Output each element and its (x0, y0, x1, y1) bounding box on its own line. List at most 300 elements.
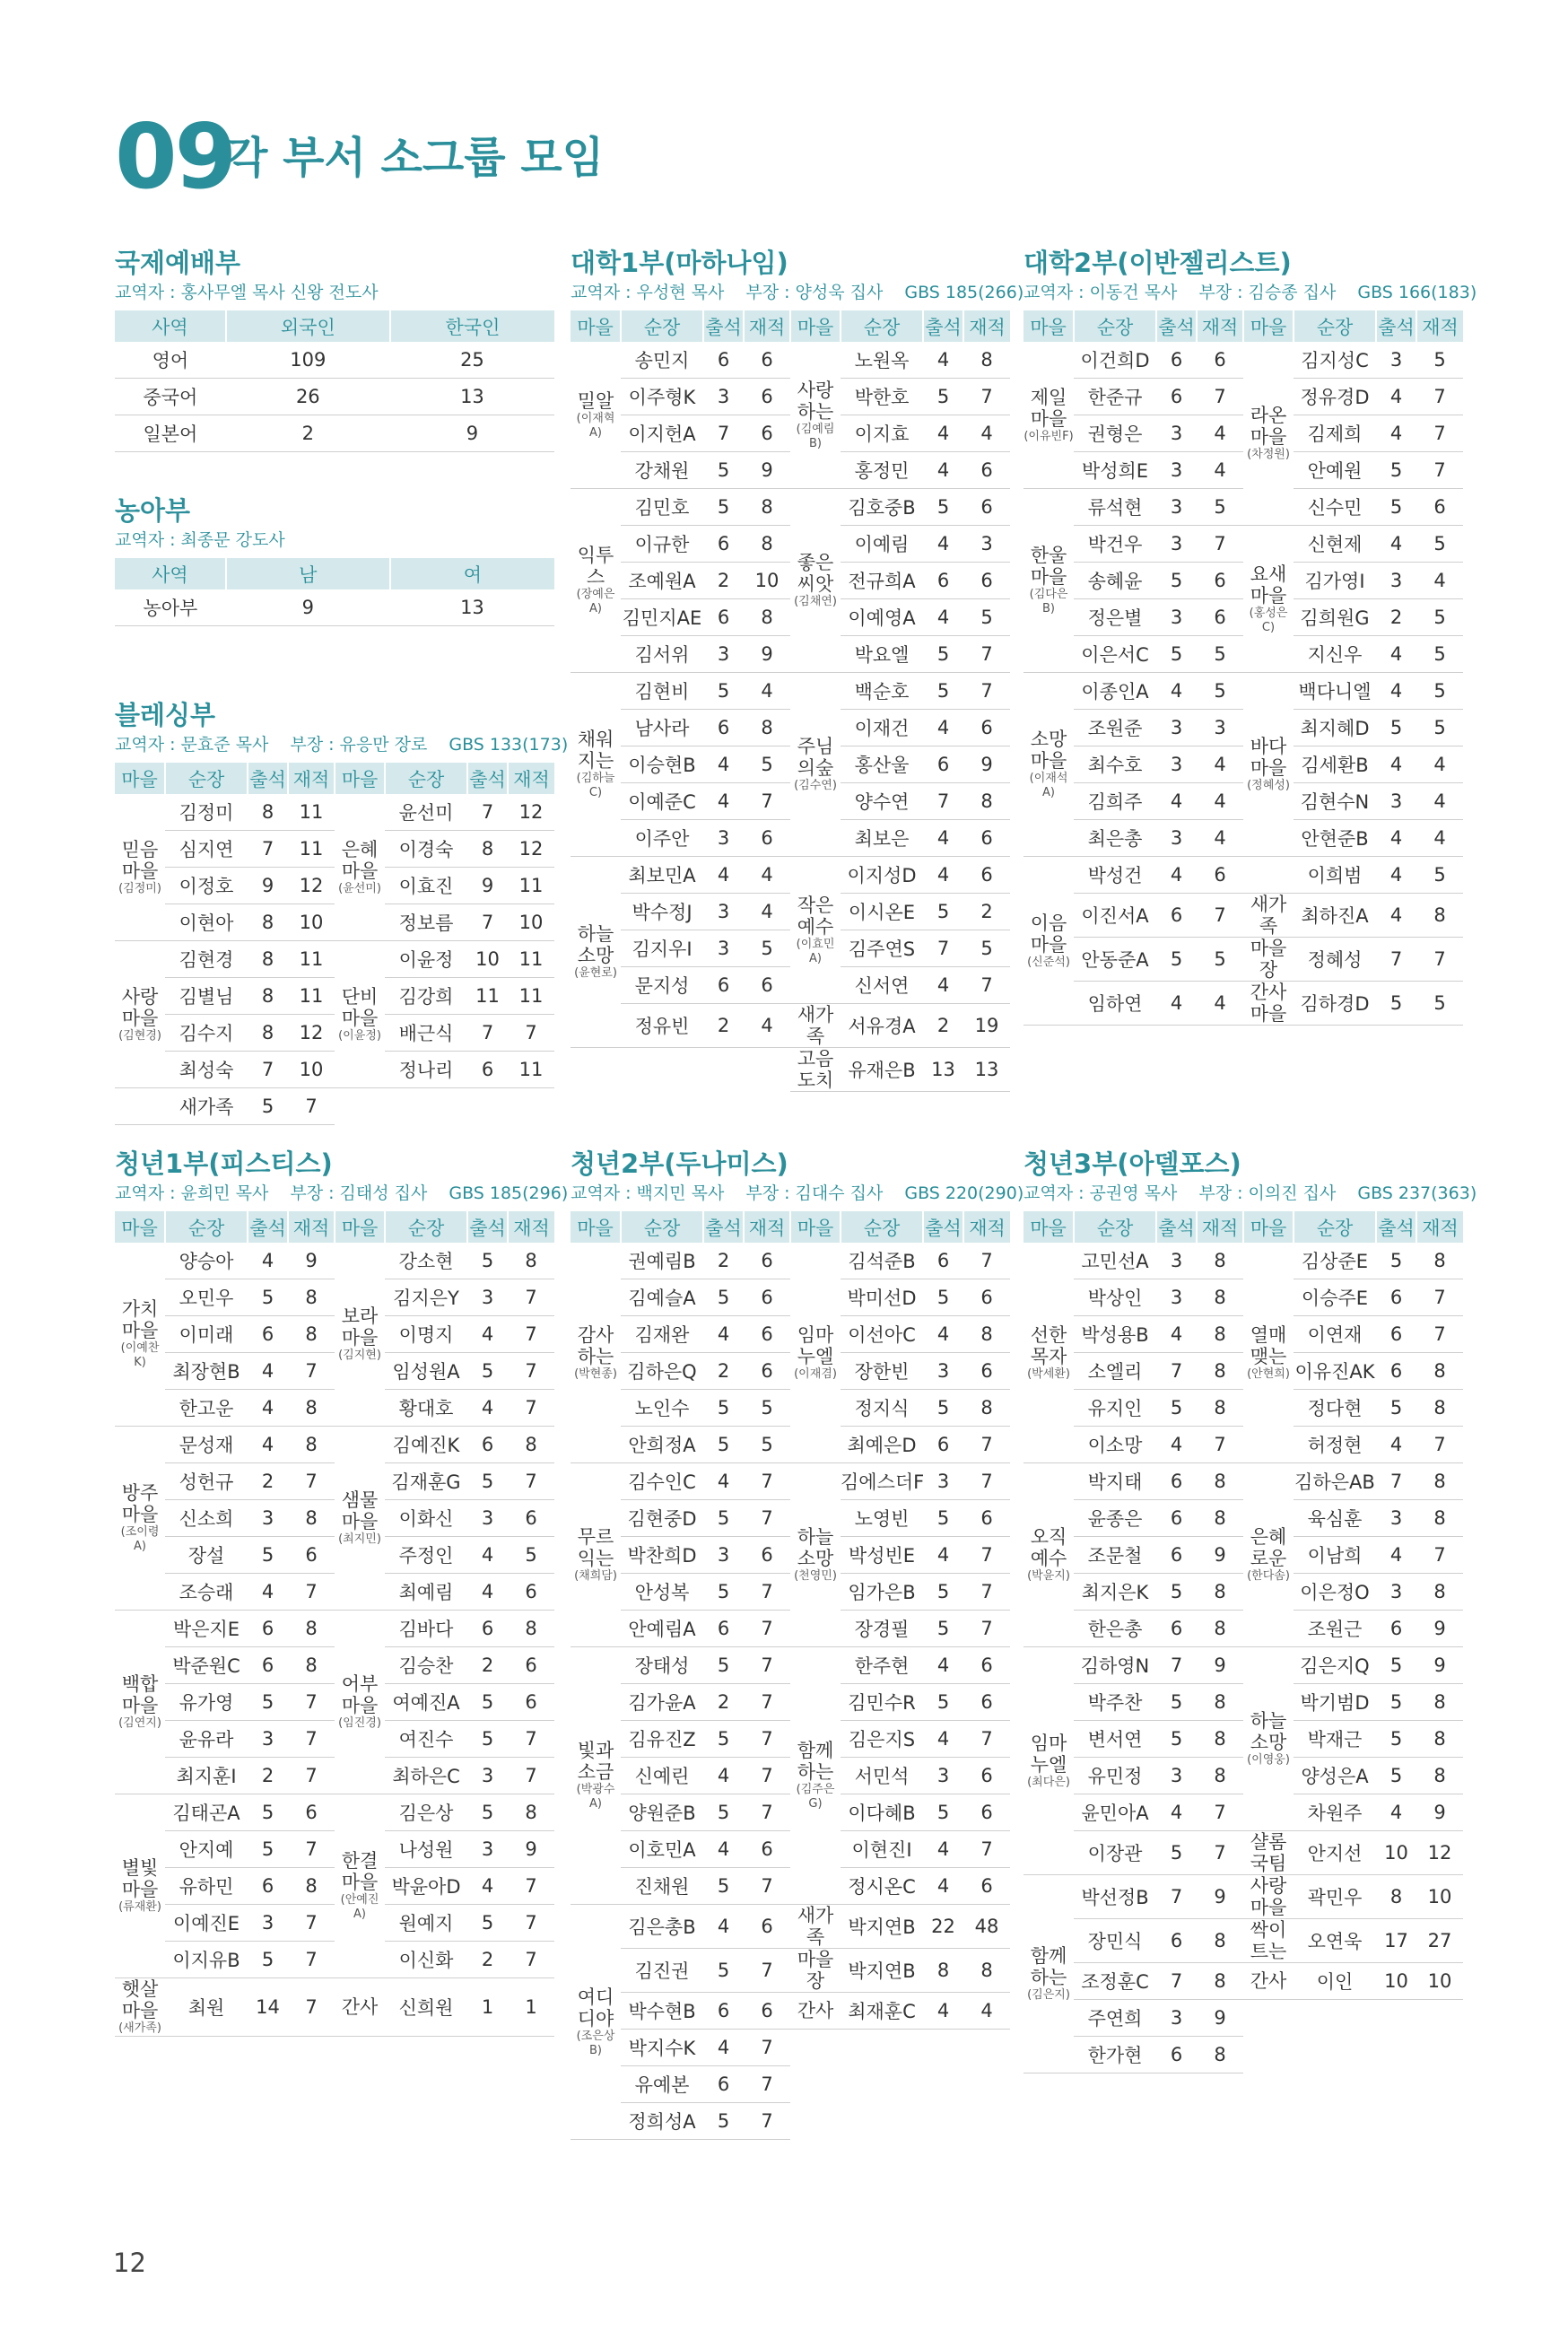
village-leader: (한다솜) (1247, 1569, 1290, 1583)
leader-name: 오민우 (165, 1279, 248, 1316)
empty-cell (1416, 2000, 1463, 2037)
enrolled: 5 (1416, 673, 1463, 710)
attendance: 3 (248, 1905, 288, 1942)
attendance: 5 (703, 2103, 744, 2140)
leader-name: 이은서C (1074, 636, 1156, 673)
staff-item: GBS 237(363) (1357, 1183, 1477, 1203)
table-row (571, 2103, 1010, 2140)
deaf-table (115, 558, 554, 626)
attendance: 6 (703, 1993, 744, 2030)
column-header: 재적 (963, 310, 1010, 342)
leader-name: 김바다 (385, 1611, 467, 1647)
village-leader: (김예림B) (796, 422, 835, 450)
enrolled: 4 (744, 673, 790, 710)
attendance: 6 (248, 1868, 288, 1905)
leader-name: 최지혜D (1294, 710, 1376, 746)
enrolled: 7 (1416, 379, 1463, 415)
column-header: 재적 (963, 1211, 1010, 1243)
attendance: 4 (467, 1390, 508, 1427)
empty-cell (1294, 2037, 1376, 2073)
attendance: 7 (467, 1015, 508, 1052)
enrolled: 8 (288, 1279, 335, 1316)
enrolled: 12 (288, 1015, 335, 1052)
column-header: 출석 (248, 1211, 288, 1243)
village-name (790, 1048, 841, 1092)
enrolled: 8 (1416, 1463, 1463, 1500)
enrolled: 8 (1197, 1611, 1243, 1647)
village-leader: (조이령A) (120, 1525, 160, 1553)
attendance: 6 (1156, 1463, 1197, 1500)
enrolled: 13 (963, 1048, 1010, 1092)
section-univ1 (571, 246, 1024, 1092)
enrolled: 7 (508, 1390, 554, 1427)
leader-name: 이경숙 (385, 831, 467, 868)
leader-name: 유지인 (1074, 1390, 1156, 1427)
attendance: 2 (248, 1758, 288, 1794)
attendance: 6 (1376, 1279, 1416, 1316)
village-leader: (이영웅) (1247, 1753, 1290, 1767)
enrolled: 7 (288, 1684, 335, 1721)
village-name (1243, 342, 1294, 526)
column-header: 마을 (335, 763, 385, 794)
leader-name: 소엘리 (1074, 1353, 1156, 1390)
enrolled: 4 (744, 894, 790, 930)
attendance: 5 (1156, 938, 1197, 982)
leader-name: 정희성A (621, 2103, 703, 2140)
enrolled: 8 (508, 1611, 554, 1647)
attendance: 5 (703, 1721, 744, 1758)
enrolled: 5 (744, 1427, 790, 1463)
attendance: 2 (467, 1942, 508, 1978)
village-name (790, 1004, 841, 1048)
attendance: 5 (923, 1611, 963, 1647)
enrolled: 8 (1197, 1390, 1243, 1427)
section-univ2 (1024, 246, 1477, 1026)
attendance: 7 (1156, 1353, 1197, 1390)
village-leader: (박광수A) (576, 1783, 615, 1811)
table-row (571, 1905, 1010, 1949)
table-cell: 9 (390, 415, 554, 452)
village-leader: (윤선미) (338, 881, 381, 895)
section-staff (571, 280, 1024, 305)
leader-name: 육심훈 (1294, 1500, 1376, 1537)
enrolled: 11 (508, 941, 554, 978)
leader-name: 이건희D (1074, 342, 1156, 379)
enrolled: 11 (508, 868, 554, 904)
attendance: 4 (923, 342, 963, 379)
attendance: 5 (923, 673, 963, 710)
column-header: 순장 (1294, 1211, 1376, 1243)
leader-name: 이희범 (1294, 857, 1376, 894)
village-leader: (류재환) (118, 1900, 161, 1914)
table-row (1024, 894, 1463, 938)
attendance: 5 (467, 1463, 508, 1500)
leader-name: 진채원 (621, 1868, 703, 1905)
leader-name: 최원 (165, 1978, 248, 2037)
enrolled: 7 (288, 1353, 335, 1390)
enrolled: 6 (963, 1794, 1010, 1831)
attendance: 4 (1376, 636, 1416, 673)
leader-name: 정나리 (385, 1052, 467, 1088)
attendance: 4 (923, 1316, 963, 1353)
attendance: 9 (248, 868, 288, 904)
column-header: 출석 (248, 763, 288, 794)
enrolled: 7 (1416, 1279, 1463, 1316)
enrolled: 11 (288, 978, 335, 1015)
attendance: 4 (923, 599, 963, 636)
page-title: 각 부서 소그룹 모임 (226, 133, 605, 183)
enrolled: 11 (508, 1052, 554, 1088)
attendance: 7 (1156, 1963, 1197, 2000)
leader-name: 박재근 (1294, 1721, 1376, 1758)
enrolled: 7 (963, 967, 1010, 1004)
leader-name: 김하은AB (1294, 1463, 1376, 1500)
enrolled: 7 (1416, 452, 1463, 489)
attendance: 4 (923, 1647, 963, 1684)
leader-name: 조원준 (1074, 710, 1156, 746)
enrolled: 7 (963, 1537, 1010, 1574)
leader-name: 유가영 (165, 1684, 248, 1721)
attendance: 5 (248, 1088, 288, 1125)
section-staff (571, 1181, 1024, 1206)
leader-name: 김별님 (165, 978, 248, 1015)
enrolled: 6 (963, 563, 1010, 599)
village-label: 채워 지는 (577, 729, 614, 772)
enrolled: 7 (963, 1721, 1010, 1758)
attendance: 2 (703, 1684, 744, 1721)
section-blessing (115, 698, 569, 1125)
leader-name: 백다니엘 (1294, 673, 1376, 710)
village-label: 마을장 (1250, 938, 1287, 981)
enrolled: 5 (508, 1537, 554, 1574)
enrolled: 8 (508, 1243, 554, 1279)
enrolled: 7 (288, 1758, 335, 1794)
enrolled: 7 (288, 1978, 335, 2037)
village-label: 여디 디야 (577, 1986, 614, 2030)
attendance: 2 (703, 1243, 744, 1279)
village-name (571, 1463, 621, 1647)
leader-name: 이효진 (385, 868, 467, 904)
enrolled: 8 (1197, 1684, 1243, 1721)
village-name (1243, 526, 1294, 673)
attendance: 3 (1376, 563, 1416, 599)
attendance: 6 (703, 526, 744, 563)
village-name (1024, 857, 1074, 1026)
attendance: 3 (1156, 1243, 1197, 1279)
attendance: 6 (1156, 1537, 1197, 1574)
table-row (571, 1243, 1010, 1279)
leader-name: 한고운 (165, 1390, 248, 1427)
village-name (335, 794, 385, 941)
leader-name: 장민식 (1074, 1919, 1156, 1963)
leader-name: 이호민A (621, 1831, 703, 1868)
attendance: 4 (923, 967, 963, 1004)
enrolled: 8 (963, 1390, 1010, 1427)
attendance: 4 (923, 710, 963, 746)
attendance: 4 (923, 452, 963, 489)
section-staff (115, 1181, 569, 1206)
leader-name: 이주안 (621, 820, 703, 857)
intl-table (115, 310, 554, 452)
attendance: 7 (248, 1052, 288, 1088)
column-header: 순장 (1074, 310, 1156, 342)
village-label: 감사 하는 (577, 1323, 614, 1367)
village-leader: (최지민) (338, 1532, 381, 1546)
attendance: 5 (923, 1390, 963, 1427)
leader-name: 조승래 (165, 1574, 248, 1611)
village-label: 간사 마을 (1250, 982, 1287, 1025)
village-label: 가치 마을 (121, 1298, 159, 1341)
attendance: 8 (248, 978, 288, 1015)
village-name (790, 857, 841, 1004)
leader-name: 김수지 (165, 1015, 248, 1052)
attendance: 4 (1376, 379, 1416, 415)
attendance: 5 (703, 489, 744, 526)
village-name (335, 1978, 385, 2037)
enrolled: 4 (744, 1004, 790, 1048)
village-label: 은혜 마을 (341, 838, 379, 882)
leader-name: 윤유라 (165, 1721, 248, 1758)
attendance: 4 (248, 1390, 288, 1427)
attendance: 5 (1376, 452, 1416, 489)
attendance: 4 (1376, 1537, 1416, 1574)
attendance: 3 (1156, 452, 1197, 489)
attendance: 5 (1376, 982, 1416, 1026)
table-row (115, 1794, 554, 1831)
leader-name: 곽민우 (1294, 1875, 1376, 1919)
enrolled: 8 (744, 489, 790, 526)
blessing-table (115, 763, 554, 1125)
attendance: 7 (467, 794, 508, 831)
village-name (571, 857, 621, 1048)
enrolled: 11 (288, 941, 335, 978)
attendance: 5 (703, 1500, 744, 1537)
attendance: 3 (1156, 820, 1197, 857)
attendance: 8 (1376, 1875, 1416, 1919)
village-label: 제일 마을 (1030, 386, 1067, 430)
leader-name: 강채원 (621, 452, 703, 489)
leader-name: 박수정J (621, 894, 703, 930)
attendance: 6 (703, 599, 744, 636)
village-name (1024, 1875, 1074, 2073)
leader-name: 김은지S (841, 1721, 923, 1758)
leader-name: 홍정민 (841, 452, 923, 489)
village-name (571, 1647, 621, 1905)
attendance: 8 (248, 1015, 288, 1052)
village-label: 한결 마을 (341, 1850, 379, 1893)
leader-name: 김서위 (621, 636, 703, 673)
leader-name: 신수민 (1294, 489, 1376, 526)
enrolled: 19 (963, 1004, 1010, 1048)
empty-cell (467, 1088, 508, 1125)
attendance: 6 (1156, 894, 1197, 938)
enrolled: 7 (508, 1316, 554, 1353)
village-leader: (이재겸) (794, 1366, 837, 1381)
enrolled: 6 (744, 1353, 790, 1390)
leader-name: 이다혜B (841, 1794, 923, 1831)
leader-name: 김은총B (621, 1905, 703, 1949)
leader-name: 최재훈C (841, 1993, 923, 2030)
leader-name: 이윤정 (385, 941, 467, 978)
column-header: 순장 (1074, 1211, 1156, 1243)
leader-name: 심지연 (165, 831, 248, 868)
section-title: 국제예배부 (115, 248, 241, 278)
column-header: 출석 (923, 1211, 963, 1243)
leader-name: 김민호 (621, 489, 703, 526)
village-leader: (이재석A) (1029, 772, 1068, 799)
attendance: 4 (923, 415, 963, 452)
attendance: 4 (703, 857, 744, 894)
village-label: 햇살 마을 (121, 1978, 159, 2021)
enrolled: 8 (1197, 1463, 1243, 1500)
leader-name: 이규한 (621, 526, 703, 563)
village-label: 샬롬 국팀 (1250, 1831, 1287, 1874)
enrolled: 5 (1416, 599, 1463, 636)
attendance: 5 (703, 452, 744, 489)
enrolled: 7 (963, 1463, 1010, 1500)
attendance: 2 (923, 1004, 963, 1048)
village-label: 믿음 마을 (121, 838, 159, 882)
leader-name: 주정인 (385, 1537, 467, 1574)
table-row (115, 379, 554, 415)
attendance: 5 (923, 1500, 963, 1537)
empty-cell (1376, 2000, 1416, 2037)
attendance: 5 (923, 636, 963, 673)
attendance: 4 (1156, 783, 1197, 820)
enrolled: 7 (288, 1831, 335, 1868)
attendance: 5 (703, 1427, 744, 1463)
table-row (115, 342, 554, 379)
enrolled: 3 (1197, 710, 1243, 746)
attendance: 5 (1156, 1684, 1197, 1721)
village-label: 빛과 소금 (577, 1740, 614, 1783)
attendance: 7 (923, 783, 963, 820)
village-label: 샘물 마을 (341, 1489, 379, 1532)
village-label: 작은 예수 (797, 894, 834, 938)
attendance: 6 (248, 1647, 288, 1684)
leader-name: 박찬희D (621, 1537, 703, 1574)
enrolled: 11 (288, 794, 335, 831)
leader-name: 김수인C (621, 1463, 703, 1500)
table-cell: 13 (390, 589, 554, 626)
enrolled: 7 (744, 2066, 790, 2103)
village-label: 새가족 (797, 1004, 834, 1047)
staff-item: 교역자 : 공권영 목사 (1024, 1183, 1178, 1203)
column-header: 출석 (1156, 1211, 1197, 1243)
village-name (1243, 1243, 1294, 1463)
enrolled: 7 (963, 636, 1010, 673)
village-label: 임마 누엘 (1030, 1732, 1067, 1776)
enrolled: 6 (963, 1647, 1010, 1684)
attendance: 5 (467, 1721, 508, 1758)
attendance: 5 (1156, 636, 1197, 673)
attendance: 3 (703, 820, 744, 857)
attendance: 6 (703, 710, 744, 746)
empty-cell (963, 2103, 1010, 2140)
village-label: 선한 목자 (1030, 1323, 1067, 1367)
section-deaf (115, 493, 554, 626)
column-header: 순장 (1294, 310, 1376, 342)
village-leader: (윤현로) (574, 966, 617, 980)
column-header: 마을 (571, 310, 621, 342)
table-row (115, 941, 554, 978)
village-label: 바다 마을 (1250, 736, 1287, 779)
table-row (115, 1611, 554, 1647)
enrolled: 8 (508, 1427, 554, 1463)
enrolled: 8 (1416, 1353, 1463, 1390)
attendance: 5 (703, 1949, 744, 1993)
enrolled: 8 (963, 1949, 1010, 1993)
attendance: 5 (467, 1794, 508, 1831)
leader-name: 김은지Q (1294, 1647, 1376, 1684)
leader-name: 이미래 (165, 1316, 248, 1353)
attendance: 5 (703, 673, 744, 710)
section-youth3 (1024, 1147, 1477, 2073)
enrolled: 8 (288, 1390, 335, 1427)
enrolled: 9 (1197, 1647, 1243, 1684)
attendance: 6 (703, 967, 744, 1004)
enrolled: 8 (1197, 1574, 1243, 1611)
village-label: 마을장 (797, 1949, 834, 1992)
column-header: 마을 (790, 310, 841, 342)
section-title: 농아부 (115, 495, 191, 526)
enrolled: 7 (744, 1684, 790, 1721)
village-name (571, 342, 621, 489)
attendance: 5 (703, 1647, 744, 1684)
empty-cell (744, 1048, 790, 1092)
column-header: 마을 (335, 1211, 385, 1243)
column-header: 재적 (1197, 1211, 1243, 1243)
enrolled: 9 (1416, 1794, 1463, 1831)
village-name (1024, 342, 1074, 489)
enrolled: 7 (288, 1463, 335, 1500)
leader-name: 최은총 (1074, 820, 1156, 857)
section-number: 09 (115, 104, 235, 209)
enrolled: 4 (1197, 746, 1243, 783)
attendance: 6 (923, 1427, 963, 1463)
column-header: 재적 (744, 1211, 790, 1243)
enrolled: 6 (963, 489, 1010, 526)
enrolled: 8 (288, 1427, 335, 1463)
leader-name: 안희정A (621, 1427, 703, 1463)
attendance: 6 (467, 1427, 508, 1463)
attendance: 2 (703, 1004, 744, 1048)
village-leader: (새가족) (118, 2021, 161, 2035)
section-youth2 (571, 1147, 1024, 2140)
enrolled: 8 (744, 710, 790, 746)
enrolled: 6 (508, 1647, 554, 1684)
column-header: 재적 (288, 763, 335, 794)
table-row (1024, 1243, 1463, 1279)
attendance: 4 (1376, 1427, 1416, 1463)
enrolled: 7 (744, 1647, 790, 1684)
leader-name: 이연재 (1294, 1316, 1376, 1353)
leader-name: 박지연B (841, 1949, 923, 1993)
table-row (1024, 1963, 1463, 2000)
empty-cell (335, 1088, 385, 1125)
village-name (1243, 1463, 1294, 1647)
leader-name: 유예본 (621, 2066, 703, 2103)
leader-name: 이선아C (841, 1316, 923, 1353)
attendance: 5 (923, 1574, 963, 1611)
leader-name: 최수호 (1074, 746, 1156, 783)
village-leader: (조은상B) (576, 2029, 615, 2057)
enrolled: 8 (1197, 1919, 1243, 1963)
attendance: 22 (923, 1905, 963, 1949)
enrolled: 7 (1416, 938, 1463, 982)
leader-name: 박지태 (1074, 1463, 1156, 1500)
leader-name: 김현수N (1294, 783, 1376, 820)
